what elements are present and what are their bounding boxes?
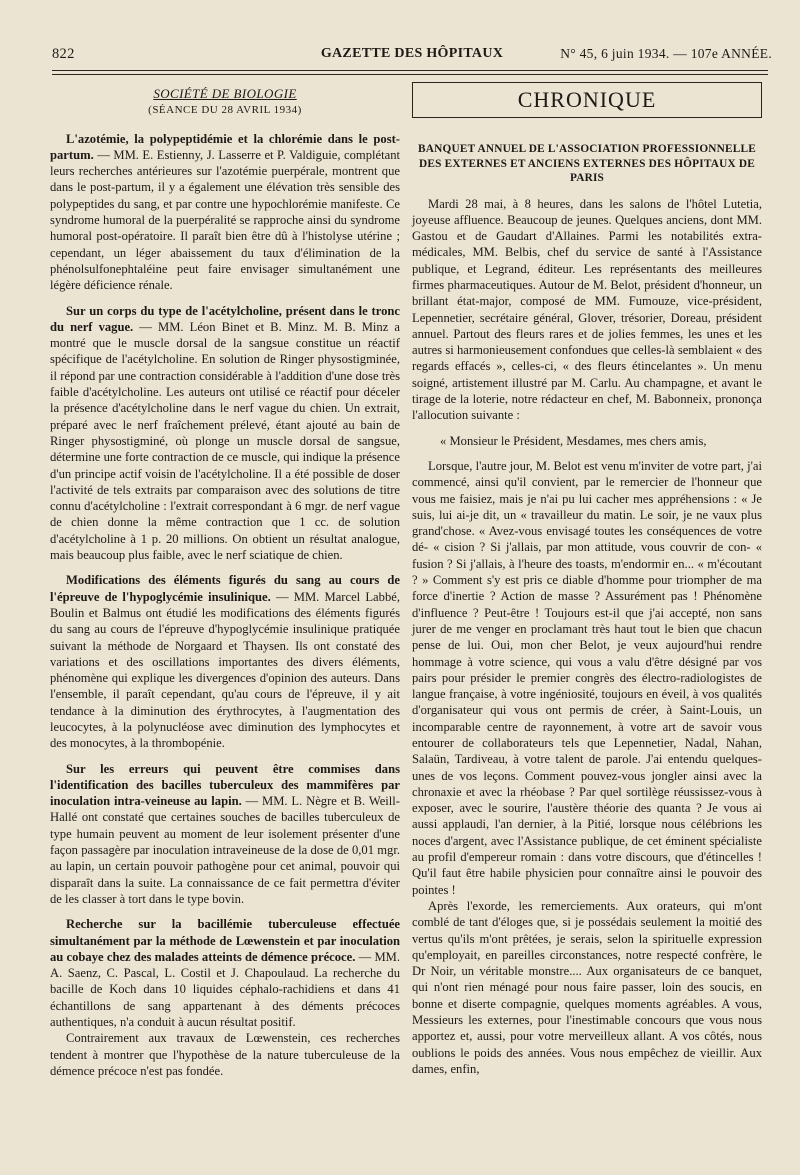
article-title: Modifications des éléments figurés du sang au cours de l'épreuve de l'hypoglycémie insulinique. [50, 573, 400, 604]
article-authors: — MM. Marcel Labbé, Boulin et Balmus [50, 589, 400, 620]
chronique-title: CHRONIQUE [412, 82, 762, 118]
page-number: 822 [52, 46, 75, 62]
speech-paragraph: Lorsque, l'autre jour, M. Belot est venu m'inviter de votre part, j'ai commencé, ainsi qu'il convient, par le remercier de l'honneur que vous me faisiez, mais je n'ai pu lui cacher mes appréhensions : « Je suis, lui ai-je dit, un « travailleur du matin. Le soir, je ne vaux plus grand'chose. « Avez-vous envisagé toutes les conséquences de votre dé- « cision ? Si j'allais, par mon attitude, vous couvrir de con- « fusion ? Si j'allais, à l'heure des toasts, m'endormir en... « m'écoutant ? » Comment s'y est pris ce diable d'homme pour triompher de ma force d'inertie ? Action de masse ? Assurément pas ! Phénomène d'influence ? Peut-être ! Toujours est-il que j'ai accepté, non sans jurer de me venger en proclamant très haut tout le bien que chacun pense de lui. Oui, mon cher Belot, je veux aujourd'hui rendre hommage à votre science, qui vous a valu d'être désigné par vos pairs pour présider le premier congrès des électro-radiologistes de langue française, à votre ingéniosité, toujours en éveil, à vos qualités d'organisateur qui vous ont permis de créer, à Saint-Louis, un incomparable centre de rayonnement, à votre art de savoir vous entourer de collaborateurs tels que Lepennetier, Nadal, Nahan, Salaün, Tardiveau, à votre talent de parole. J'ai entendu quelques-unes de vos leçons. Comment pouvez-vous jongler ainsi avec la chronaxie et avec la rhéobase ? Par quel sortilège réussissez-vous à exposer, avec le sourire, l'austère théorie des quanta ? Je vous ai aussi applaudi, l'an dernier, à la Pitié, lorsque nous célébrions les noces d'argent, avec l'Assistance publique, de cet éminent spécialiste au profil d'empereur romain : dans votre discours, que d'étincelles ! Qu'il faut être habile physicien pour connaître ainsi le pouvoir des pointes ! [412, 458, 762, 897]
speech-salutation: « Monsieur le Président, Mesdames, mes chers amis, [440, 433, 707, 448]
page-header [52, 44, 772, 66]
article-body: ont étudié les modifications des éléments figurés du sang au cours de l'épreuve d'hypoglycémie insulinique pratiquée suivant la méthode de Norgaard et Thaysen. Ils ont constaté des variations et des oscillations importantes des divers éléments, phénomène qui explique les divergences d'opinion des auteurs. Dans l'ensemble, il paraît cependant, qu'au cours de l'épreuve, il y ait tendance à la diminution des érythrocytes, à l'augmentation des leucocytes, à la polynucléose avec diminution des lymphocytes et des monocytes, à la thrombopénie. [50, 605, 401, 751]
article-paragraph [50, 131, 400, 294]
banquet-title: BANQUET ANNUEL DE L'ASSOCIATION PROFESSIONNELLE DES EXTERNES ET ANCIENS EXTERNES DES HÔPITAUX DE PARIS [418, 143, 756, 184]
header-rule [52, 70, 768, 71]
right-column [412, 82, 762, 1077]
article-body: complétant leurs recherches antérieures sur l'azotémie puerpérale, montrent que dans le post-partum, il y a également une élévation très sensible des polypeptides du sang, et par contre une hypochlorémie manifeste. Ce syndrome humoral de la puerpéralité se rapproche ainsi du syndrome humoral post-opératoire. Il paraît bien être dû à l'histolyse utérine ; cependant, un léger abaissement du taux d'élimination de la phénolsulfonephtaléine peut faire envisager simultanément une légère déficience rénale. [50, 147, 401, 293]
article-title: L'azotémie, la polypeptidémie et la chlorémie dans le post-partum. [50, 131, 400, 162]
article-title: Sur les erreurs qui peuvent être commises dans l'identification des bacilles tuberculeux des mammifères par inoculation intra-veineuse au lapin. [50, 761, 400, 809]
article-title: Sur un corps du type de l'acétylcholine, présent dans le tronc du nerf vague. [50, 303, 400, 334]
banquet-intro: Mardi 28 mai, à 8 heures, dans les salons de l'hôtel Lutetia, joyeuse affluence. Beaucoup de jeunes. Quelques anciens, dont MM. Gastou et de Gaudart d'Allaines. Parmi les notabilités extra-médicales, MM. Belbis, chef du service de santé à l'Assistance publique, et Legrand, éditeur. Les représentants des meilleures firmes pharmaceutiques. Autour de M. Belot, président d'honneur, un brillant état-major, composé de MM. Fumouze, vice-président, Lepennetier, secrétaire général, Glover, trésorier, Doreau, président annuel. Partout des fleurs rares et de jolies femmes, les unes et les autres si harmonieusement confondues que celles-là semblaient « des regards effacés », celles-ci, « des fleurs étincelantes ». Un menu soigné, artistement illustré par M. Carlu. Au champagne, et avant le tirage de la loterie, notre rédacteur en chef, M. Babonneix, prononça l'allocution suivante : [412, 196, 762, 423]
speech-paragraph: Après l'exorde, les remerciements. Aux orateurs, qui m'ont comblé de tant d'éloges que, si je possédais seulement la moitié des vertus qu'ils m'ont prêtées, je serais, selon la spirituelle expression qu'employait, en pareilles circonstances, notre respecté confrère, le Dr Noir, un véritable monstre.... Aux organisateurs de ce banquet, qui n'ont rien ménagé pour nous faire passer, loin des soucis, en bonne et diserte compagnie, quelques moments agréables. A vous, Messieurs les externes, pour l'inestimable concours que vous nous apportez et, aussi, pour votre merveilleux allant. A vos côtés, nous oublions le poids des années. Vous nous empêchez de vieillir. Aux dames, enfin, [412, 898, 762, 1076]
section-subtitle: (SÉANCE DU 28 AVRIL 1934) [148, 104, 302, 117]
journal-title: GAZETTE DES HÔPITAUX [320, 46, 504, 61]
article-closing: Contrairement aux travaux de Lœwenstein, ces recherches tendent à montrer que l'hypothèse de la nature tuberculeuse de la démence précoce n'est pas fondée. [50, 1031, 400, 1078]
article-title: Recherche sur la bacillémie tuberculeuse effectuée simultanément par la méthode de Lœwenstein et par inoculation au cobaye chez des malades atteints de démence précoce. [50, 917, 400, 964]
issue-info: N° 45, 6 juin 1934. — 107e ANNÉE. [560, 46, 772, 61]
header-rule-thin [52, 74, 768, 75]
article-paragraph [50, 572, 400, 751]
article-body: M. B. Minz a montré que le muscle dorsal de la sangsue constitue un réactif spécifique de l'acétylcholine. En solution de Ringer physostigminée, il répond par une contraction considérable à l'addition d'une dose très faible d'acétylcholine. Les auteurs ont utilisé ce réactif pour déceler la présence d'acétylcholine dans le nerf vague du chien. Un extrait, préparé avec le nerf fraîchement prélevé, étant ajouté au bain de Ringer physostigminé, où plonge un muscle dorsal de sangsue, détermine une forte contraction de ce muscle, qui indique la présence d'un principe actif voisin de l'acétylcholine. Il a été possible de doser l'activité de tels extraits par comparaison avec des solutions de titre connu d'acétylcholine : l'extrait correspondant à 6 mgr. de nerf vague de chien donne la même contraction que 1 cc. de solution d'acétylcholine à 1 p. 20 millions. On obtient un résultat analogue, mais beaucoup plus faible, avec le nerf sciatique de chien. [50, 319, 400, 563]
article-authors: — MM. L. Nègre et B. Weill-Hallé [50, 794, 400, 825]
article-paragraph [50, 303, 400, 564]
left-column [50, 82, 400, 1079]
article-body: La recherche du bacille de Koch dans 10 liquides céphalo-rachidiens et dans 41 échantillons de sang appartenant à des déments précoces authentiques, n'a conduit à aucun résultat positif. [50, 966, 400, 1030]
article-body: ont constaté que certaines souches de bacilles tuberculeux de type humain peuvent au moment de leur isolement présenter d'une façon passagère par inoculation intraveineuse de la dose de 0,01 mgr. au lapin, un certain pouvoir pathogène pour cet animal, pouvoir qui disparaît dans la suite. La connaissance de ce fait permettra d'éviter de les classer à tort dans le type bovin. [50, 810, 400, 906]
article-paragraph [50, 761, 400, 908]
article-authors: — MM. E. Estienny, J. Lasserre et P. Valdiguie, [93, 147, 341, 162]
article-paragraph [50, 916, 400, 1030]
section-title: SOCIÉTÉ DE BIOLOGIE [153, 86, 297, 101]
article-authors: — MM. A. Saenz, C. Pascal, L. Costil et J. Chapoulaud. [50, 949, 400, 981]
article-authors: — MM. Léon Binet et B. Minz. [133, 319, 318, 334]
